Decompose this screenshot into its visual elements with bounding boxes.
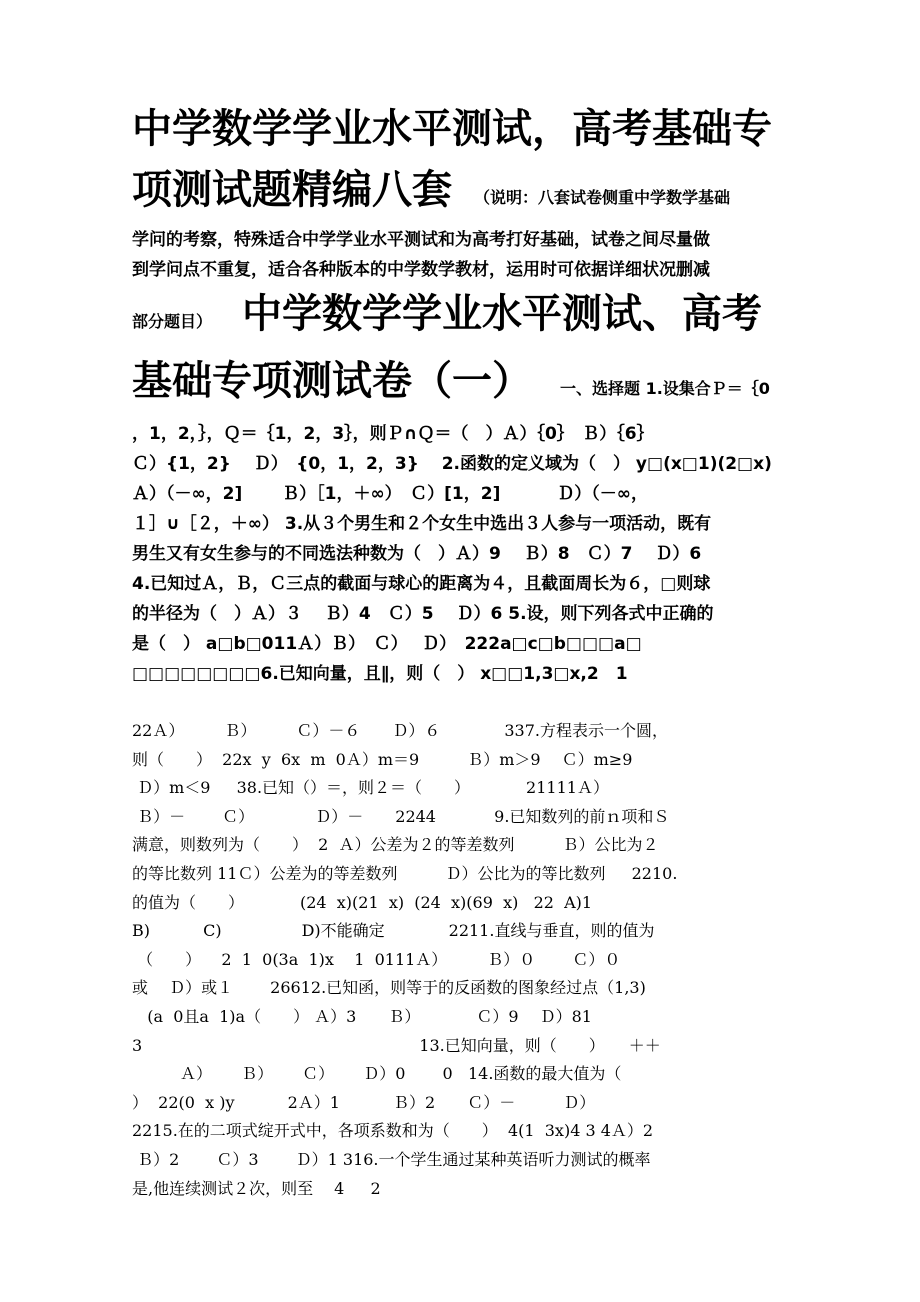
document-page (132, 100, 782, 1203)
plain-line: Ｄ）m＜9 38.已知（）＝，则２＝（ ） 21111Ａ） (132, 778, 609, 798)
paragraph-gap (132, 689, 782, 717)
title-line-2 (132, 158, 782, 215)
plain-line: Ａ） Ｂ） Ｃ） Ｄ）0 0 14.函数的最大值为（ (132, 1064, 622, 1084)
question-line: 4.已知过Ａ，Ｂ，Ｃ三点的截面与球心的距离为４，且截面周长为６，□则球 (132, 574, 711, 594)
subtitle-line-2 (132, 352, 782, 419)
plain-line: 2215.在的二项式绽开式中，各项系数和为（ ） 4(1 3x)4 3 4Ａ）2 (132, 1121, 654, 1141)
question-line: １］∪［２，＋∞） 3.从３个男生和２个女生中选出３人参与一项活动，既有 (132, 514, 712, 534)
question-line: 是（ ） a□b□011Ａ）Ｂ） Ｃ） Ｄ） 222a□c□b□□□a□ (132, 634, 642, 654)
plain-line: Ｂ）2 Ｃ）3 Ｄ）1 316.一个学生通过某种英语听力测试的概率 (132, 1149, 651, 1169)
plain-line: ） 22(0 x )y 2Ａ）1 Ｂ）2 Ｃ）－ Ｄ） (132, 1092, 596, 1112)
title-line-1 (132, 100, 782, 158)
note-line-2: 学问的考察，特殊适合中学学业水平测试和为高考打好基础，试卷之间尽量做 (132, 230, 710, 250)
note-line-4: 部分题目） (132, 312, 213, 331)
plain-line: 3 13.已知向量，则（ ） ＋＋ (132, 1035, 661, 1055)
title-note-start: （说明：八套试卷侧重中学数学基础 (474, 188, 731, 207)
question-line: 的半径为（ ）Ａ）３ Ｂ）4 Ｃ）5 Ｄ）6 5.设，则下列各式中正确的 (132, 604, 714, 624)
question-line: Ｃ）{1，2} Ｄ） {0，1，2，3} 2.函数的定义域为（ ） y□(x□1)(2□x) (132, 454, 772, 474)
plain-line: 的等比数列 11Ｃ）公差为的等差数列 Ｄ）公比为的等比数列 2210. (132, 863, 678, 883)
question-line: 男生又有女生参与的不同选法种数为（ ）Ａ）9 Ｂ）8 Ｃ）7 Ｄ）6 (132, 544, 702, 564)
plain-line: 则（ ） 22x y 6x m 0Ａ）m＝9 Ｂ）m＞9 Ｃ）m≥9 (132, 749, 633, 769)
plain-line: 的值为（ ） (24 x)(21 x) (24 x)(69 x) 22 A)1 (132, 892, 593, 912)
plain-line: 满意，则数列为（ ） 2 Ａ）公差为２的等差数列 Ｂ）公比为２ (132, 835, 659, 855)
question-line: □□□□□□□□6.已知向量，且∥，则（ ） x□□1,3□x,2 1 (132, 664, 628, 684)
section-heading: 一、选择题 1.设集合Ｐ＝｛0 (560, 379, 770, 398)
plain-line: 或 Ｄ）或１ 26612.已知函，则等于的反函数的图象经过点（1,3) (132, 978, 646, 998)
question-line: ，1，2，｝，Ｑ＝｛1，2，3｝，则Ｐ∩Ｑ＝（ ）Ａ）｛0｝ Ｂ）｛6｝ (132, 424, 654, 444)
note-line-3: 到学问点不重复，适合各种版本的中学数学教材，运用时可依据详细状况删减 (132, 260, 710, 280)
plain-line: (a 0且a 1)a（ ） Ａ）3 Ｂ） Ｃ）9 Ｄ）81 (132, 1006, 592, 1026)
subtitle-line-1 (132, 285, 782, 352)
plain-line: B) C) D)不能确定 2211.直线与垂直，则的值为 (132, 921, 655, 941)
plain-line: （ ） 2 1 0(3a 1)x 1 0111Ａ） Ｂ）０ Ｃ）０ (132, 949, 621, 969)
plain-line: 22Ａ） Ｂ） Ｃ）－６ Ｄ）６ 337.方程表示一个圆， (132, 721, 668, 740)
subtitle-text-1: 中学数学学业水平测试、高考 (242, 291, 763, 337)
question-line: Ａ）（－∞，2] Ｂ）［1，＋∞） Ｃ）[1，2] Ｄ）（－∞， (132, 484, 648, 504)
subtitle-text-2: 基础专项测试卷（一） (132, 358, 532, 404)
plain-line: Ｂ）－ Ｃ） Ｄ）－ 2244 9.已知数列的前ｎ项和Ｓ (132, 806, 670, 826)
plain-line: 是,他连续测试２次，则至 4 2 (132, 1178, 381, 1198)
title-text-1: 中学数学学业水平测试，高考基础专 (132, 106, 772, 152)
title-text-2: 项测试题精编八套 (132, 167, 452, 213)
